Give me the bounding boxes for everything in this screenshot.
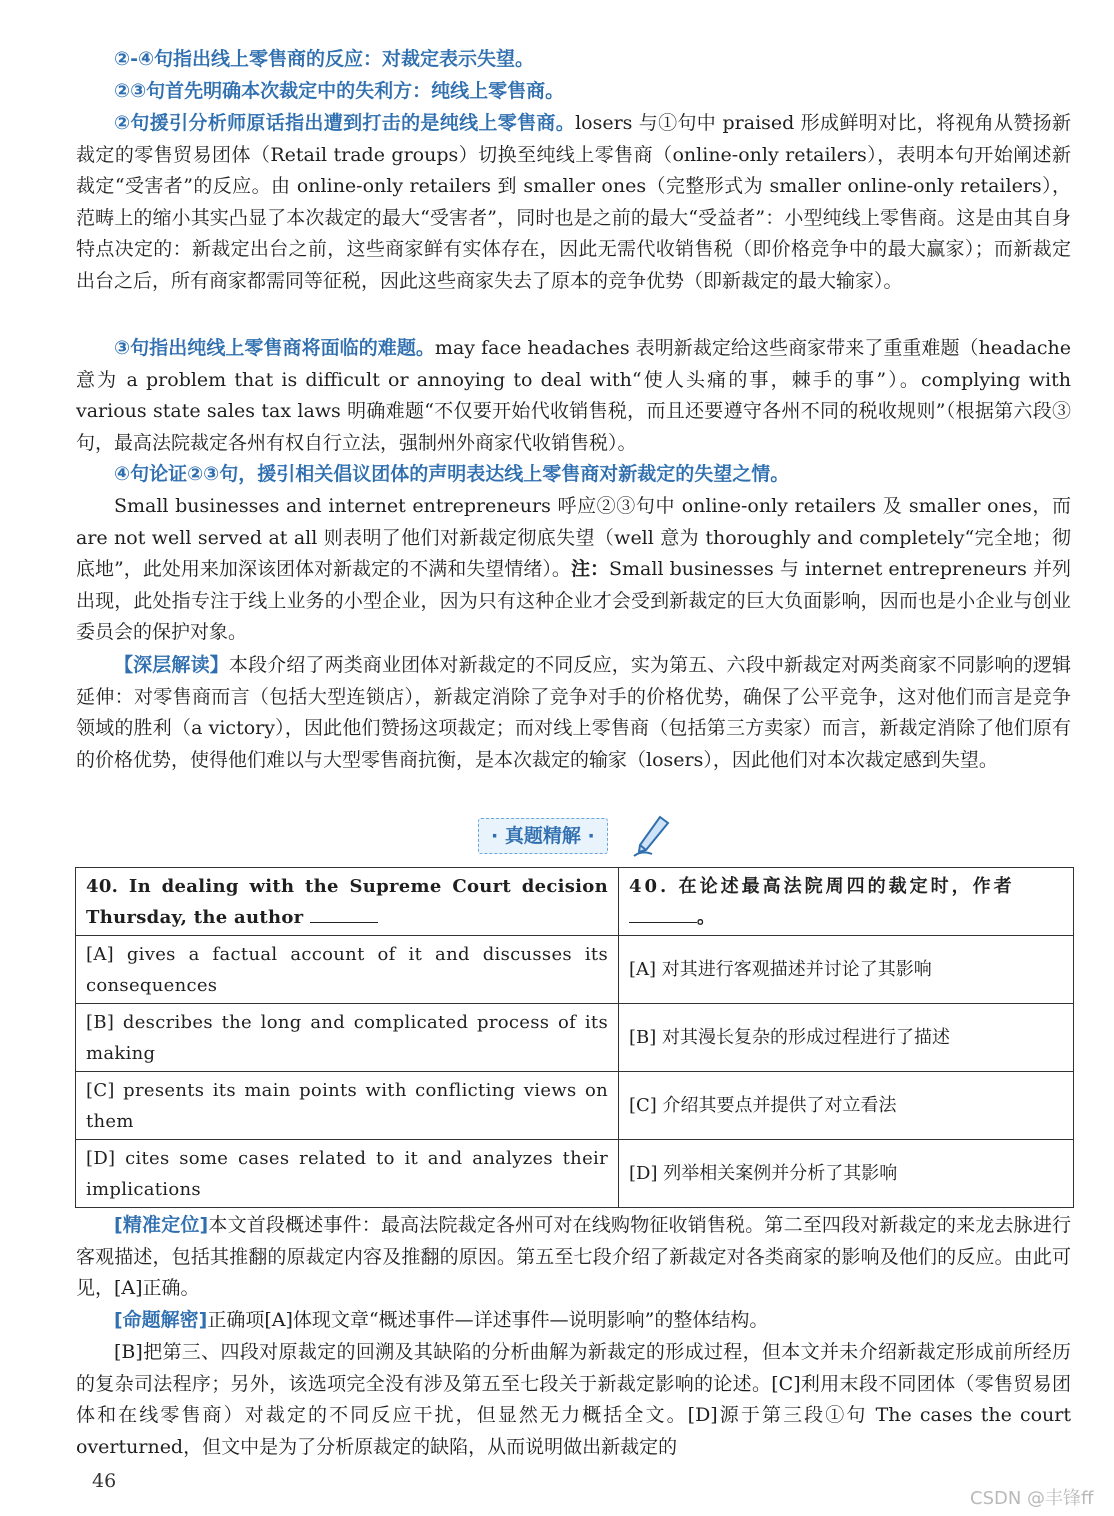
analysis-paragraph-3-heading: ④句论证②③句，援引相关倡议团体的声明表达线上零售商对新裁定的失望之情。 — [114, 463, 790, 485]
watermark: CSDN @丰锋ff — [970, 1488, 1094, 1509]
option-row-b — [76, 1004, 1074, 1072]
section-banner: · 真题精解 · — [478, 818, 608, 854]
option-row-c — [76, 1072, 1074, 1140]
option-d-zh: [D] 列举相关案例并分析了其影响 — [619, 1140, 1074, 1208]
option-b-en: [B] describes the long and complicated process of its making — [76, 1004, 619, 1072]
analysis-line-2: ②③句首先明确本次裁定中的失利方：纯线上零售商。 — [114, 80, 565, 102]
option-a-en: [A] gives a factual account of it and discusses its consequences — [76, 936, 619, 1004]
analysis-paragraph-4 — [76, 491, 1071, 649]
answer-blank — [310, 902, 378, 923]
decode-paragraph — [76, 1305, 1071, 1337]
option-a-zh: [A] 对其进行客观描述并讨论了其影响 — [619, 936, 1074, 1004]
analysis-paragraph-2 — [76, 333, 1071, 459]
distractor-analysis-paragraph: [B]把第三、四段对原裁定的回溯及其缺陷的分析曲解为新裁定的形成过程，但本文并未介绍新裁定形成前所经历的复杂司法程序；另外，该选项完全没有涉及第五至七段关于新裁定影响的论述。[C]利用末段不同团体（零售贸易团体和在线零售商）对裁定的不同反应干扰，但显然无力概括全文。[D]源于第三段①句 The cases the court overturned，但文中是为了分析原裁定的缺陷，从而说明做出新裁定的 — [76, 1341, 1071, 1458]
question-stem-row — [76, 868, 1074, 936]
option-row-a — [76, 936, 1074, 1004]
precise-location-paragraph — [76, 1210, 1071, 1305]
note-label: 注： — [570, 558, 610, 580]
option-c-zh: [C] 介绍其要点并提供了对立看法 — [619, 1072, 1074, 1140]
deep-reading-body: 本段介绍了两类商业团体对新裁定的不同反应，实为第五、六段中新裁定对两类商家不同影响的逻辑延伸：对零售商而言（包括大型连锁店），新裁定消除了竞争对手的价格优势，确保了公平竞争，这对他们而言是竞争领域的胜利（a victory），因此他们赞扬这项裁定；而对线上零售商（包括第三方卖家）而言，新裁定消除了他们原有的价格优势，使得他们难以与大型零售商抗衡，是本次裁定的输家（losers），因此他们对本次裁定感到失望。 — [76, 654, 1071, 771]
option-d-en: [D] cites some cases related to it and analyzes their implications — [76, 1140, 619, 1208]
answer-blank-zh — [629, 902, 697, 923]
paragraph-4-body-2: Small businesses 与 internet entrepreneurs 并列出现，此处指专注于线上业务的小型企业，因为只有这种企业才会受到新裁定的巨大负面影响，因而也是小企业与创业委员会的保护对象。 — [76, 558, 1071, 643]
option-b-zh: [B] 对其漫长复杂的形成过程进行了描述 — [619, 1004, 1074, 1072]
paragraph-1-heading: ②句援引分析师原话指出遭到打击的是纯线上零售商。 — [114, 112, 576, 134]
question-stem-en: 40. In dealing with the Supreme Court decision Thursday, the author — [76, 868, 619, 936]
deep-reading-paragraph — [76, 650, 1071, 776]
decode-body: 正确项[A]体现文章“概述事件—详述事件—说明影响”的整体结构。 — [207, 1309, 769, 1331]
paragraph-4-body-1: Small businesses and internet entrepreneurs 呼应②③句中 online-only retailers 及 smaller ones，而 are not well served at all 则表明了他们对新裁定彻底失望（well 意为 thoroughly and completely“完全地；彻底地”，此处用来加深该团体对新裁定的不满和失望情绪）。 — [76, 495, 1071, 580]
decode-tag: [命题解密] — [114, 1309, 208, 1331]
analysis-paragraph-1 — [76, 108, 1071, 297]
question-stem-zh: 40. 在论述最高法院周四的裁定时，作者。 — [619, 868, 1074, 936]
analysis-line-1: ②-④句指出线上零售商的反应：对裁定表示失望。 — [114, 48, 535, 70]
deep-reading-tag: 【深层解读】 — [114, 654, 229, 676]
pen-icon — [630, 814, 672, 858]
paragraph-2-body: may face headaches 表明新裁定给这些商家带来了重重难题（headache 意为 a problem that is difficult or annoying to deal with“使人头痛的事，棘手的事”）。complying with various state sales tax laws 明确难题“不仅要开始代收销售税，而且还要遵守各州不同的税收规则”（根据第六段③句，最高法院裁定各州有权自行立法，强制州外商家代收销售税）。 — [76, 337, 1071, 454]
page-number: 46 — [92, 1470, 117, 1492]
option-row-d — [76, 1140, 1074, 1208]
question-table — [75, 867, 1074, 1208]
precise-location-tag: [精准定位] — [114, 1214, 209, 1236]
paragraph-2-heading: ③句指出纯线上零售商将面临的难题。 — [114, 337, 435, 359]
paragraph-1-body: losers 与①句中 praised 形成鲜明对比，将视角从赞扬新裁定的零售贸易团体（Retail trade groups）切换至纯线上零售商（online-only retailers），表明本句开始阐述新裁定“受害者”的反应。由 online-only retailers 到 smaller ones（完整形式为 smaller online-only retailers），范畴上的缩小其实凸显了本次裁定的最大“受害者”，同时也是之前的最大“受益者”：小型纯线上零售商。这是由其自身特点决定的：新裁定出台之前，这些商家鲜有实体存在，因此无需代收销售税（即价格竞争中的最大赢家）；而新裁定出台之后，所有商家都需同等征税，因此这些商家失去了原本的竞争优势（即新裁定的最大输家）。 — [76, 112, 1071, 292]
precise-location-body: 本文首段概述事件：最高法院裁定各州可对在线购物征收销售税。第二至四段对新裁定的来龙去脉进行客观描述，包括其推翻的原裁定内容及推翻的原因。第五至七段介绍了新裁定对各类商家的影响及他们的反应。由此可见，[A]正确。 — [76, 1214, 1071, 1299]
option-c-en: [C] presents its main points with conflicting views on them — [76, 1072, 619, 1140]
